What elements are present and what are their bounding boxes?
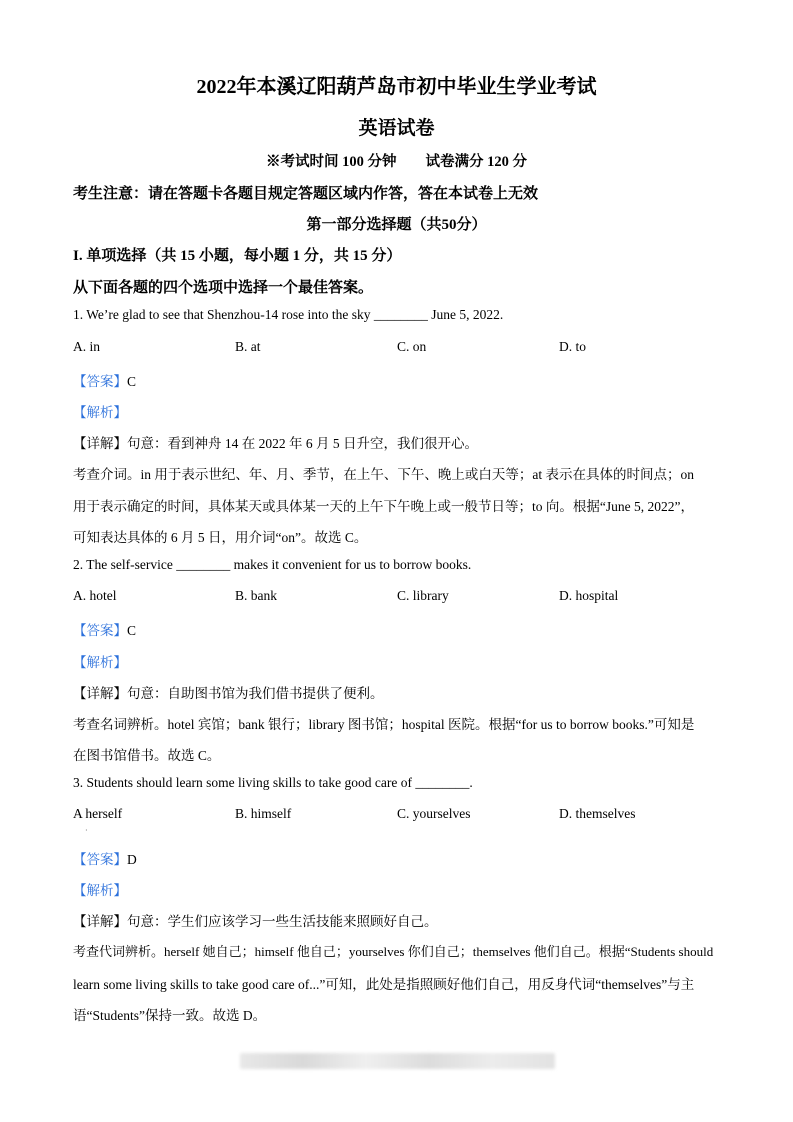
answer-value: C	[127, 374, 137, 389]
question-3-option-d: D. themselves	[559, 806, 636, 821]
question-1-analysis-label: 【解析】	[73, 405, 127, 420]
part-title: 第一部分选择题（共50分）	[306, 217, 487, 233]
question-1-detail-line-2: 考查介词。in 用于表示世纪、年、月、季节，在上午、下午、晚上或白天等；at 表示在具体的时间点；on	[73, 467, 694, 482]
section-heading: I. 单项选择（共 15 小题，每小题 1 分，共 15 分）	[73, 248, 402, 264]
question-1-answer	[73, 370, 136, 390]
question-2-detail-line-1: 【详解】句意：自助图书馆为我们借书提供了便利。	[73, 686, 384, 701]
question-2-analysis-label: 【解析】	[73, 655, 127, 670]
section-instruction: 从下面各题的四个选项中选择一个最佳答案。	[73, 280, 374, 296]
question-1-detail-line-1: 【详解】句意：看到神舟 14 在 2022 年 6 月 5 日升空，我们很开心。	[73, 436, 478, 451]
question-3-analysis-label: 【解析】	[73, 883, 127, 898]
question-1-option-a: A. in	[73, 339, 100, 354]
question-2-option-d: D. hospital	[559, 588, 619, 603]
question-3-option-a: A herself	[73, 806, 123, 821]
question-3-stem: 3. Students should learn some living skills to take good care of ________.	[73, 775, 473, 790]
exam-notice: 考生注意：请在答题卡各题目规定答题区域内作答，答在本试卷上无效	[73, 186, 539, 202]
question-1-option-d: D. to	[559, 339, 586, 354]
stray-dot-mark: ·	[85, 826, 88, 835]
question-2-option-a: A. hotel	[73, 588, 117, 603]
question-3-detail-line-4: 语“Students”保持一致。故选 D。	[73, 1008, 267, 1023]
exam-subtitle: 英语试卷	[358, 118, 435, 139]
answer-value: D	[127, 852, 137, 867]
blurred-footer-watermark	[240, 1053, 555, 1069]
question-2-stem: 2. The self-service ________ makes it convenient for us to borrow books.	[73, 557, 472, 572]
question-2-option-b: B. bank	[235, 588, 277, 603]
question-1-option-b: B. at	[235, 339, 261, 354]
question-3-detail-line-2: 考查代词辨析。herself 她自己；himself 他自己；yourselves 你们自己；themselves 他们自己。根据“Students should	[73, 944, 714, 959]
question-1-detail-line-4: 可知表达具体的 6 月 5 日，用介词“on”。故选 C。	[73, 530, 368, 545]
question-3-answer	[73, 848, 137, 868]
exam-title: 2022年本溪辽阳葫芦岛市初中毕业生学业考试	[196, 76, 597, 98]
question-3-detail-line-3: learn some living skills to take good care of...”可知，此处是指照顾好他们自己，用反身代词“themselves”与主	[73, 977, 695, 992]
question-1-detail-line-3: 用于表示确定的时间，具体某天或具体某一天的上午下午晚上或一般节日等；to 向。根据“June 5, 2022”，	[73, 499, 694, 514]
question-2-answer	[73, 619, 136, 639]
question-2-detail-line-3: 在图书馆借书。故选 C。	[73, 748, 221, 763]
question-3-option-c: C. yourselves	[397, 806, 471, 821]
answer-label: 【答案】	[73, 374, 127, 389]
question-1-option-c: C. on	[397, 339, 427, 354]
question-1-stem: 1. We’re glad to see that Shenzhou-14 rose into the sky ________ June 5, 2022.	[73, 307, 504, 322]
question-2-option-c: C. library	[397, 588, 449, 603]
question-3-detail-line-1: 【详解】句意：学生们应该学习一些生活技能来照顾好自己。	[73, 914, 438, 929]
answer-label: 【答案】	[73, 623, 127, 638]
question-2-detail-line-2: 考查名词辨析。hotel 宾馆；bank 银行；library 图书馆；hospital 医院。根据“for us to borrow books.”可知是	[73, 717, 695, 732]
answer-value: C	[127, 623, 137, 638]
question-3-option-b: B. himself	[235, 806, 292, 821]
exam-time-info: ※考试时间 100 分钟 试卷满分 120 分	[266, 154, 527, 170]
answer-label: 【答案】	[73, 852, 127, 867]
